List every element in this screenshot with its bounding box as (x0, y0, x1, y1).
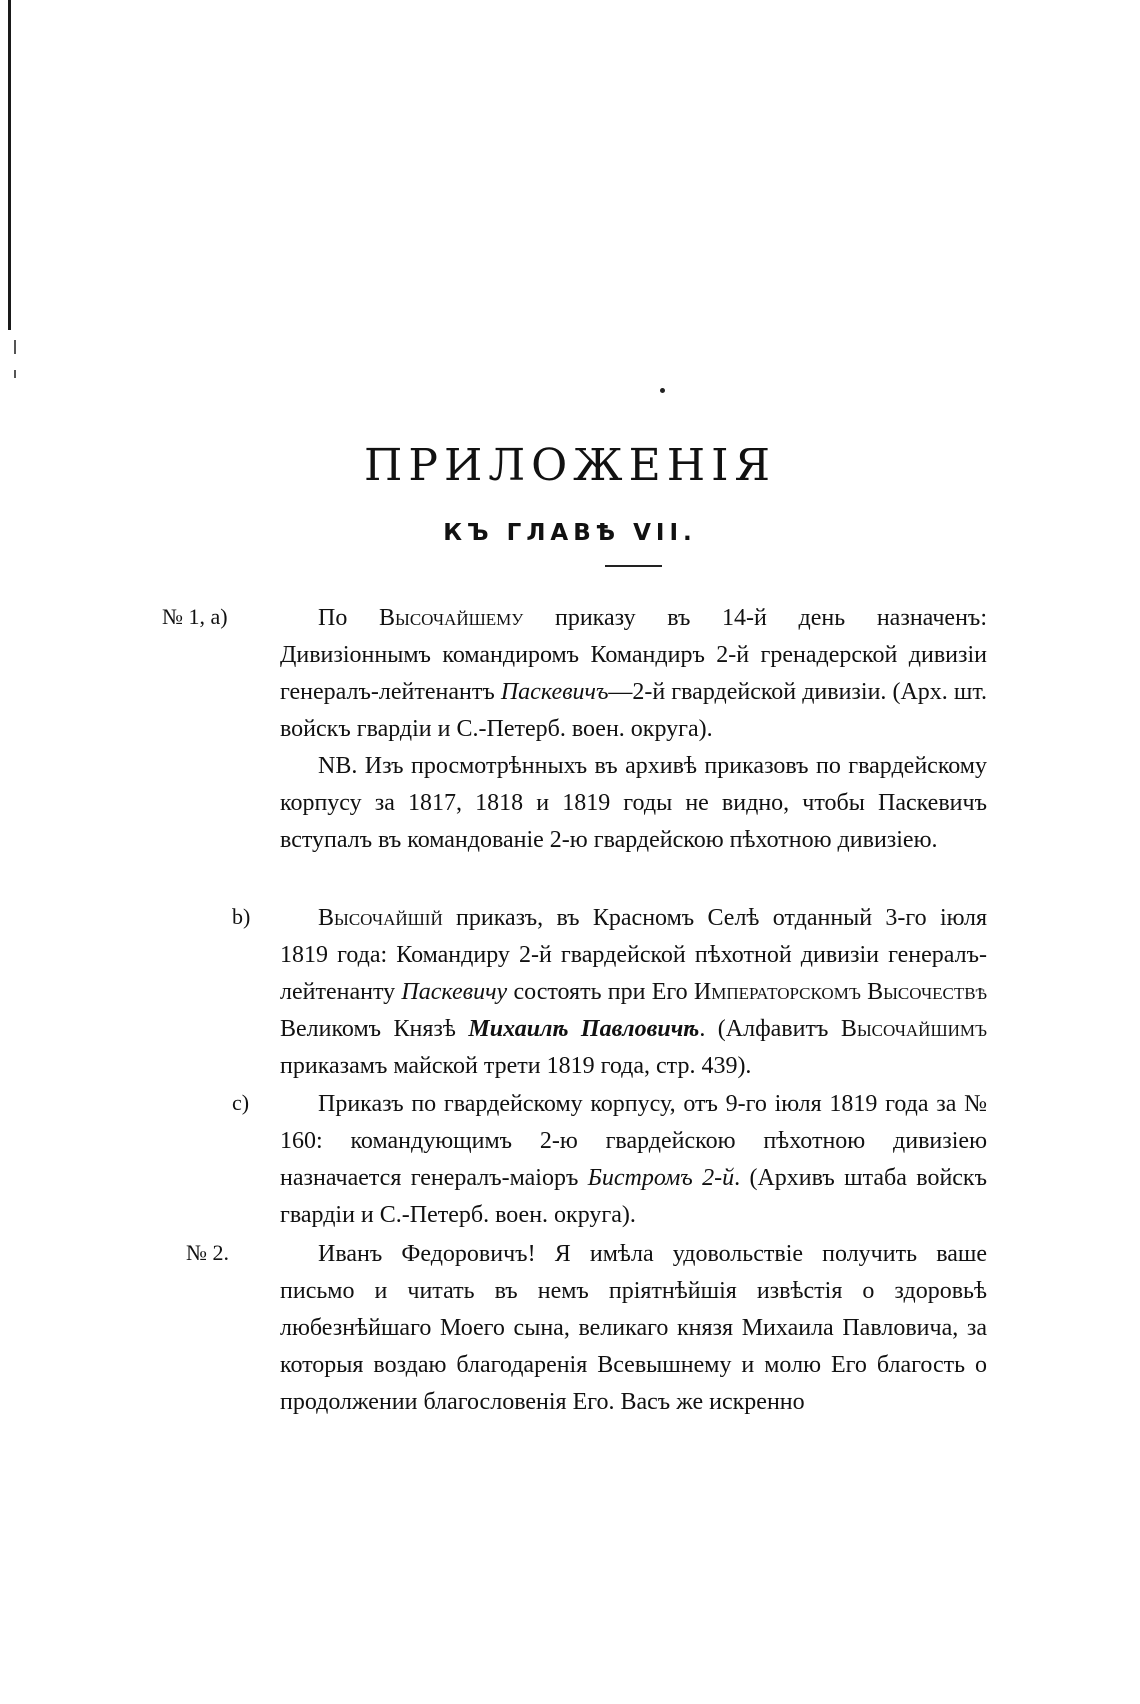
text-run: состоять при Его (507, 979, 694, 1005)
entry-c-text (280, 1086, 987, 1234)
page-spine-mark (14, 340, 16, 354)
text-run: Императорскомъ Высочествѣ (693, 979, 988, 1005)
page-subtitle: КЪ ГЛАВѢ VII. (443, 520, 697, 546)
text-run: приказу въ 14-й день назначенъ: Дивизіоннымъ командиромъ Командиръ 2-й гренадерской дивизіи генералъ-лейтенантъ (280, 605, 987, 705)
paragraph: Иванъ Федоровичъ! Я имѣла удовольствіе получить ваше письмо и читать въ немъ пріятнѣйшія извѣстія о здоровьѣ любезнѣйшаго Моего сына, великаго князя Михаила Павловича, за которыя воздаю благодаренія Всевышнему и молю Его благость о продолжении благословенія Его. Васъ же искренно (280, 1241, 987, 1415)
text-run: . (Архивъ штаба войскъ гвардіи и С.-Петерб. воен. округа). (280, 1165, 988, 1228)
entry-label: № 1, а) (162, 604, 228, 629)
printer-dot (660, 388, 665, 393)
text-run: Приказъ по гвардейскому корпусу, отъ 9-го іюля 1819 года за № 160: командующимъ 2-ю гвардейскою пѣхотною дивизіею назначается генералъ-маіоръ (280, 1091, 987, 1191)
text-run: Высочайшимъ (840, 1016, 988, 1042)
entry-b-text (280, 900, 987, 1085)
text-run: Великомъ Князѣ (280, 1016, 469, 1042)
person-name: Бистромъ 2-й (587, 1165, 735, 1191)
text-run: По (318, 605, 379, 631)
page-spine-edge (8, 0, 11, 330)
text-run: приказъ, въ Красномъ Селѣ отданный 3-го іюля 1819 года: Командиру 2-й гвардейской пѣхотной дивизіи генералъ-лейтенанту (280, 905, 987, 1005)
page-spine-mark (14, 370, 16, 378)
entry-label: c) (232, 1090, 250, 1115)
person-name: Паскевичъ (500, 679, 609, 705)
entry-1a-text (280, 600, 987, 859)
paragraph (280, 600, 987, 748)
entry-2-text (280, 1236, 987, 1421)
paragraph (280, 900, 987, 1085)
paragraph: NB. Изъ просмотрѣнныхъ въ архивѣ приказовъ по гвардейскому корпусу за 1817, 1818 и 1819 годы не видно, чтобы Паскевичъ вступалъ въ командованіе 2-ю гвардейскою пѣхотною дивизіею. (280, 753, 987, 853)
page-title: ПРИЛОЖЕНІЯ (364, 440, 776, 491)
text-run: —2-й гвардейской дивизіи. (Арх. шт. войскъ гвардіи и С.-Петерб. воен. округа). (280, 679, 987, 742)
text-run: . (Алфавитъ (699, 1016, 841, 1042)
entry-label: b) (232, 904, 251, 929)
title-rule (605, 565, 662, 567)
person-name: Паскевичу (401, 979, 508, 1005)
entry-label: № 2. (186, 1240, 229, 1265)
text-run: Высочайшему (379, 605, 524, 631)
text-run: Высочайшій (318, 905, 443, 931)
text-run: приказамъ майской трети 1819 года, стр. 439). (280, 1053, 752, 1079)
paragraph (280, 1086, 987, 1234)
person-name: Михаилѣ Павловичѣ (468, 1016, 700, 1042)
